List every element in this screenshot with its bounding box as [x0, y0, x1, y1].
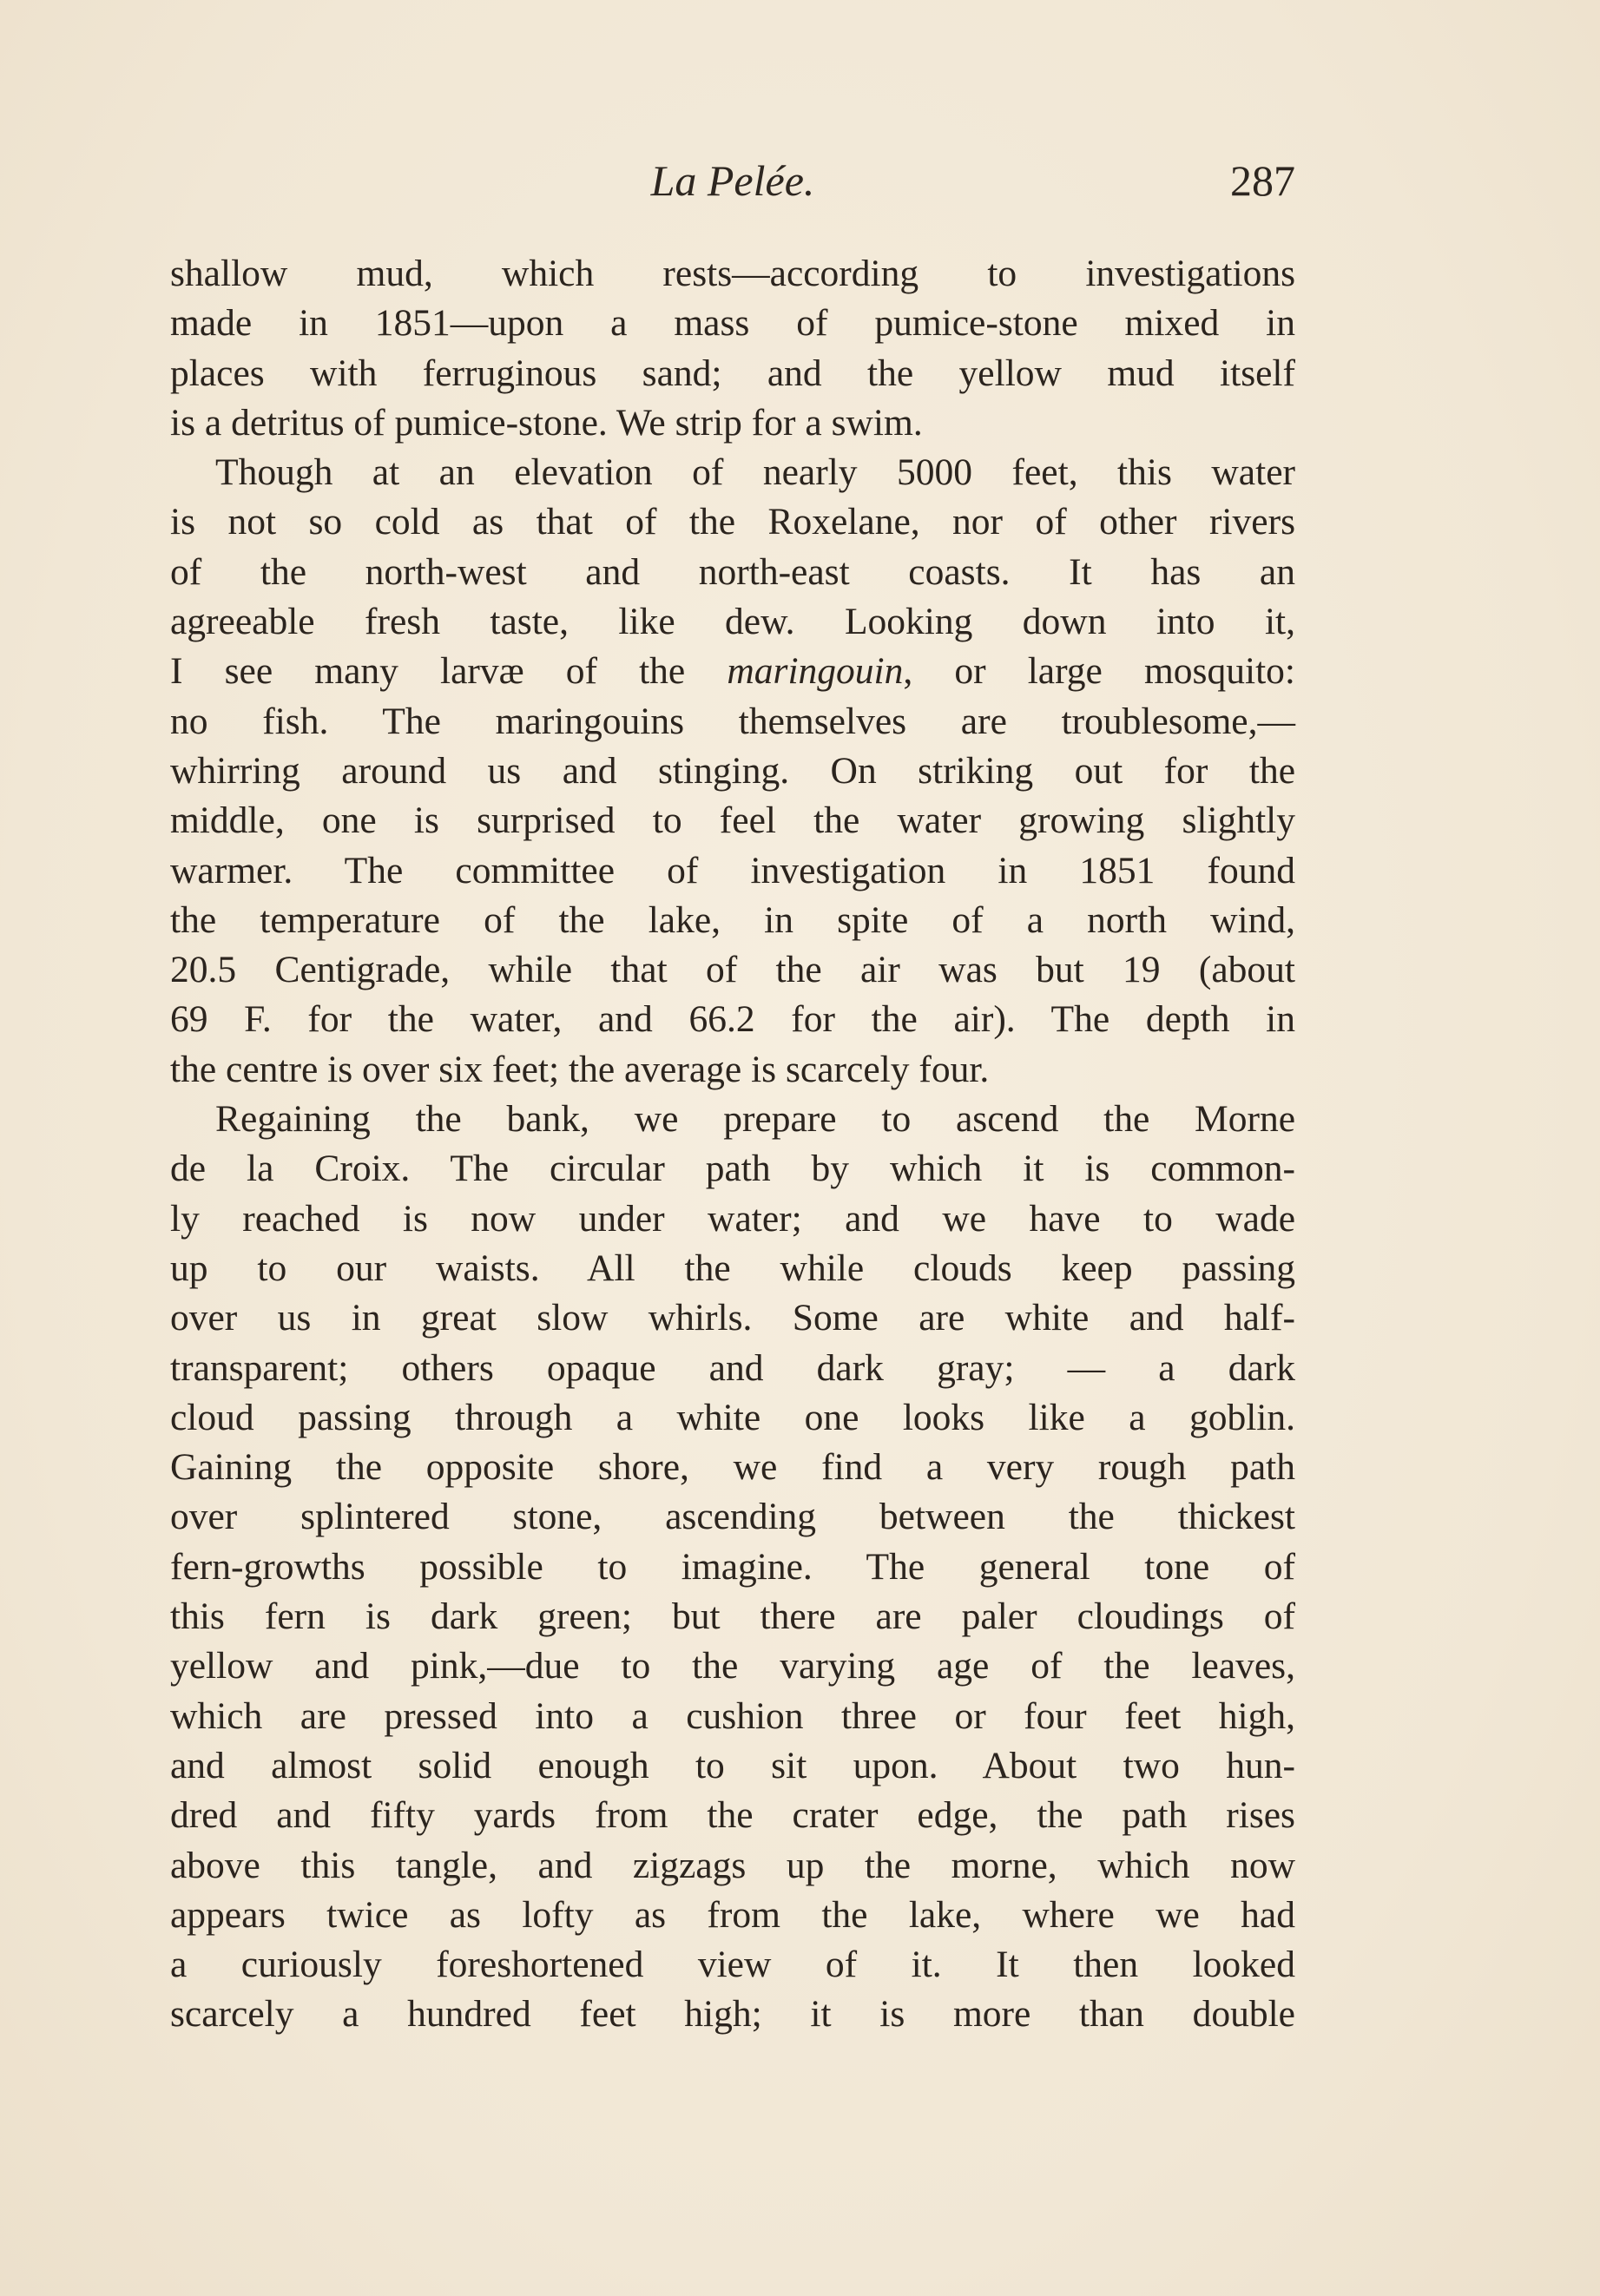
text-line: warmer. The committee of investigation in 1851 found	[170, 849, 1295, 891]
text-line: whirring around us and stinging. On striking out for the	[170, 749, 1295, 792]
paragraph-1	[170, 249, 1295, 448]
text-line: ly reached is now under water; and we have to wade	[170, 1197, 1295, 1240]
text-line: over us in great slow whirls. Some are white and half-	[170, 1297, 1295, 1339]
text-line: up to our waists. All the while clouds keep passing	[170, 1247, 1295, 1289]
text-line: dred and fifty yards from the crater edge, the path rises	[170, 1794, 1295, 1837]
text-line: is a detritus of pumice-stone. We strip for a swim.	[170, 401, 923, 444]
text-line: yellow and pink,—due to the varying age of the leaves,	[170, 1645, 1295, 1687]
paragraph-3	[170, 1095, 1295, 2040]
running-title: La Pelée.	[650, 156, 815, 205]
text-segment: , or large mosquito:	[903, 650, 1295, 693]
text-line: Gaining the opposite shore, we find a very rough path	[170, 1446, 1295, 1489]
text-line: Regaining the bank, we prepare to ascend the Morne	[215, 1098, 1295, 1141]
text-line: is not so cold as that of the Roxelane, nor of other rivers	[170, 501, 1295, 543]
text-line: no fish. The maringouins themselves are troublesome,—	[170, 700, 1295, 742]
text-line: which are pressed into a cushion three or four feet high,	[170, 1694, 1295, 1737]
text-line: appears twice as lofty as from the lake, where we had	[170, 1893, 1295, 1936]
text-line: the temperature of the lake, in spite of a north wind,	[170, 898, 1295, 941]
text-line: this fern is dark green; but there are paler cloudings of	[170, 1595, 1295, 1638]
paragraph-2	[170, 448, 1295, 1095]
page-number: 287	[1230, 156, 1295, 205]
text-line: the centre is over six feet; the average is scarcely four.	[170, 1048, 990, 1090]
text-line: fern-growths possible to imagine. The general tone of	[170, 1545, 1295, 1588]
text-line: de la Croix. The circular path by which it is common-	[170, 1148, 1295, 1190]
body-text	[170, 249, 1295, 2040]
italic-term: maringouin	[727, 650, 904, 693]
text-line: a curiously foreshortened view of it. It then looked	[170, 1944, 1295, 1986]
text-line: and almost solid enough to sit upon. About two hun-	[170, 1744, 1295, 1786]
text-line: places with ferruginous sand; and the yellow mud itself	[170, 352, 1295, 394]
text-line: over splintered stone, ascending between the thickest	[170, 1496, 1295, 1538]
text-line: middle, one is surprised to feel the water growing slightly	[170, 799, 1295, 842]
text-line: transparent; others opaque and dark gray; — a dark	[170, 1346, 1295, 1389]
text-line: above this tangle, and zigzags up the morne, which now	[170, 1844, 1295, 1886]
text-line: scarcely a hundred feet high; it is more than double	[170, 1993, 1295, 2036]
text-line-with-italic	[170, 647, 1295, 696]
text-line: agreeable fresh taste, like dew. Looking down into it,	[170, 601, 1295, 643]
text-line: of the north-west and north-east coasts. It has an	[170, 550, 1295, 593]
text-line: made in 1851—upon a mass of pumice-stone mixed in	[170, 302, 1295, 345]
text-line: Though at an elevation of nearly 5000 feet, this water	[215, 451, 1295, 494]
text-line: 20.5 Centigrade, while that of the air was but 19 (about	[170, 949, 1295, 991]
text-line: shallow mud, which rests—according to investigations	[170, 253, 1295, 294]
page-header	[170, 146, 1295, 215]
text-line: cloud passing through a white one looks like a goblin.	[170, 1396, 1295, 1438]
text-line: 69 F. for the water, and 66.2 for the air). The depth in	[170, 998, 1295, 1041]
text-segment: I see many larvæ of the	[170, 650, 728, 693]
